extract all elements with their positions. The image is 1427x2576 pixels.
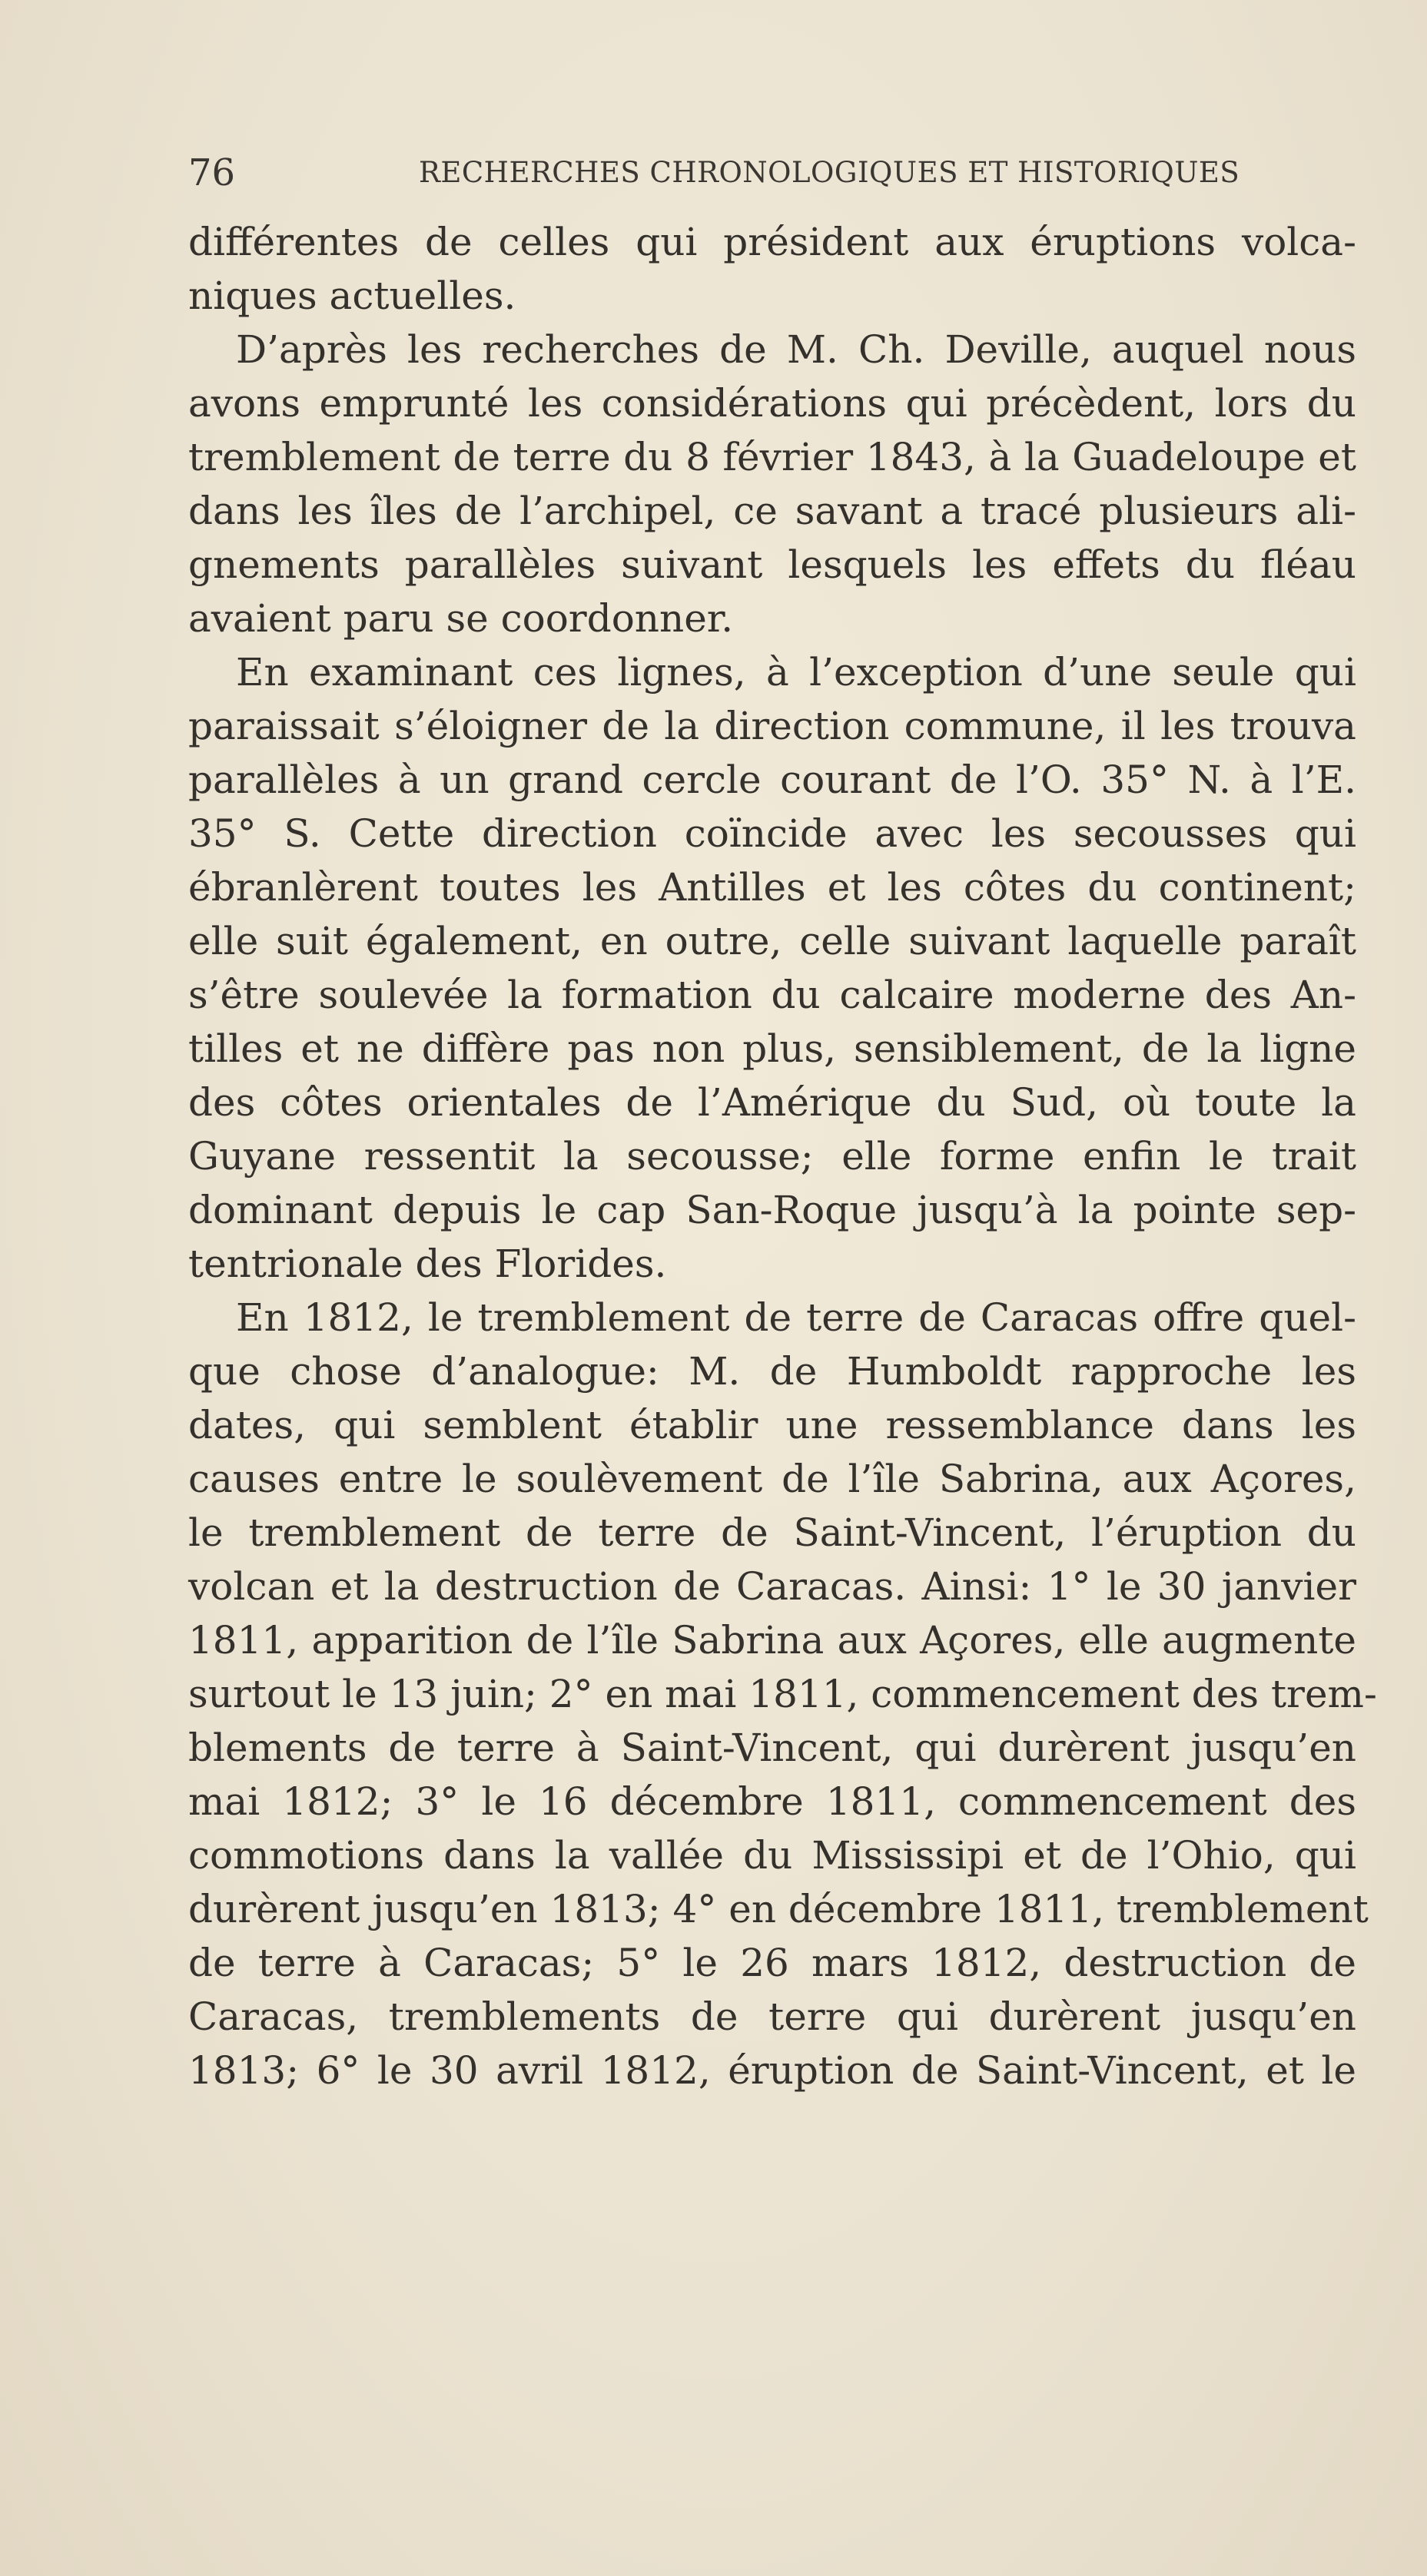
text-line: ébranlèrent toutes les Antilles et les côtes du continent;	[188, 865, 1356, 910]
text-line: elle suit également, en outre, celle suivant laquelle paraît	[188, 919, 1356, 963]
text-line: que chose d’analogue: M. de Humboldt rapproche les	[188, 1349, 1356, 1394]
text-line: avaient paru se coordonner.	[188, 596, 734, 641]
text-line: D’après les recherches de M. Ch. Deville, auquel nous	[236, 327, 1356, 372]
body-text	[188, 215, 1377, 2097]
text-line: 1813; 6° le 30 avril 1812, éruption de Saint-Vincent, et le	[188, 2048, 1356, 2093]
text-line: des côtes orientales de l’Amérique du Sud, où toute la	[188, 1080, 1356, 1125]
text-line: paraissait s’éloigner de la direction commune, il les trouva	[188, 704, 1356, 748]
text-line: s’être soulevée la formation du calcaire moderne des An-	[188, 973, 1356, 1017]
text-line: causes entre le soulèvement de l’île Sabrina, aux Açores,	[188, 1457, 1356, 1501]
page-number: 76	[188, 151, 236, 194]
text-line: dates, qui semblent établir une ressemblance dans les	[188, 1403, 1356, 1447]
text-line: tentrionale des Florides.	[188, 1242, 667, 1286]
text-line: mai 1812; 3° le 16 décembre 1811, commencement des	[188, 1779, 1356, 1824]
text-line: Guyane ressentit la secousse; elle forme enfin le trait	[188, 1134, 1356, 1179]
running-title: RECHERCHES CHRONOLOGIQUES ET HISTORIQUES	[419, 156, 1240, 189]
text-line: 1811, apparition de l’île Sabrina aux Açores, elle augmente	[188, 1618, 1356, 1663]
text-line: tremblement de terre du 8 février 1843, à la Guadeloupe et	[188, 435, 1356, 479]
text-line: volcan et la destruction de Caracas. Ainsi: 1° le 30 janvier	[188, 1564, 1356, 1609]
text-line: commotions dans la vallée du Mississipi et de l’Ohio, qui	[188, 1833, 1356, 1878]
text-line: En examinant ces lignes, à l’exception d’une seule qui	[236, 650, 1356, 695]
text-line: 35° S. Cette direction coïncide avec les secousses qui	[188, 811, 1356, 856]
text-line: de terre à Caracas; 5° le 26 mars 1812, destruction de	[188, 1941, 1356, 1985]
text-line: gnements parallèles suivant lesquels les effets du fléau	[188, 542, 1356, 587]
text-line: tilles et ne diffère pas non plus, sensiblement, de la ligne	[188, 1026, 1356, 1071]
text-line: Caracas, tremblements de terre qui durèrent jusqu’en	[188, 1994, 1356, 2039]
text-line: En 1812, le tremblement de terre de Caracas offre quel-	[236, 1295, 1356, 1340]
page-header	[188, 150, 1240, 196]
text-line: surtout le 13 juin; 2° en mai 1811, commencement des trem-	[188, 1672, 1377, 1716]
text-line: dominant depuis le cap San-Roque jusqu’à la pointe sep-	[188, 1188, 1356, 1232]
text-line: avons emprunté les considérations qui précèdent, lors du	[188, 381, 1356, 426]
text-line: dans les îles de l’archipel, ce savant a tracé plusieurs ali-	[188, 489, 1356, 533]
text-line: le tremblement de terre de Saint-Vincent, l’éruption du	[188, 1510, 1356, 1555]
text-line: durèrent jusqu’en 1813; 4° en décembre 1811, tremblement	[188, 1887, 1369, 1931]
text-line: blements de terre à Saint-Vincent, qui durèrent jusqu’en	[188, 1726, 1356, 1770]
text-line: niques actuelles.	[188, 274, 516, 318]
text-line: différentes de celles qui président aux éruptions volca-	[188, 220, 1356, 264]
text-line: parallèles à un grand cercle courant de l’O. 35° N. à l’E.	[188, 758, 1356, 802]
